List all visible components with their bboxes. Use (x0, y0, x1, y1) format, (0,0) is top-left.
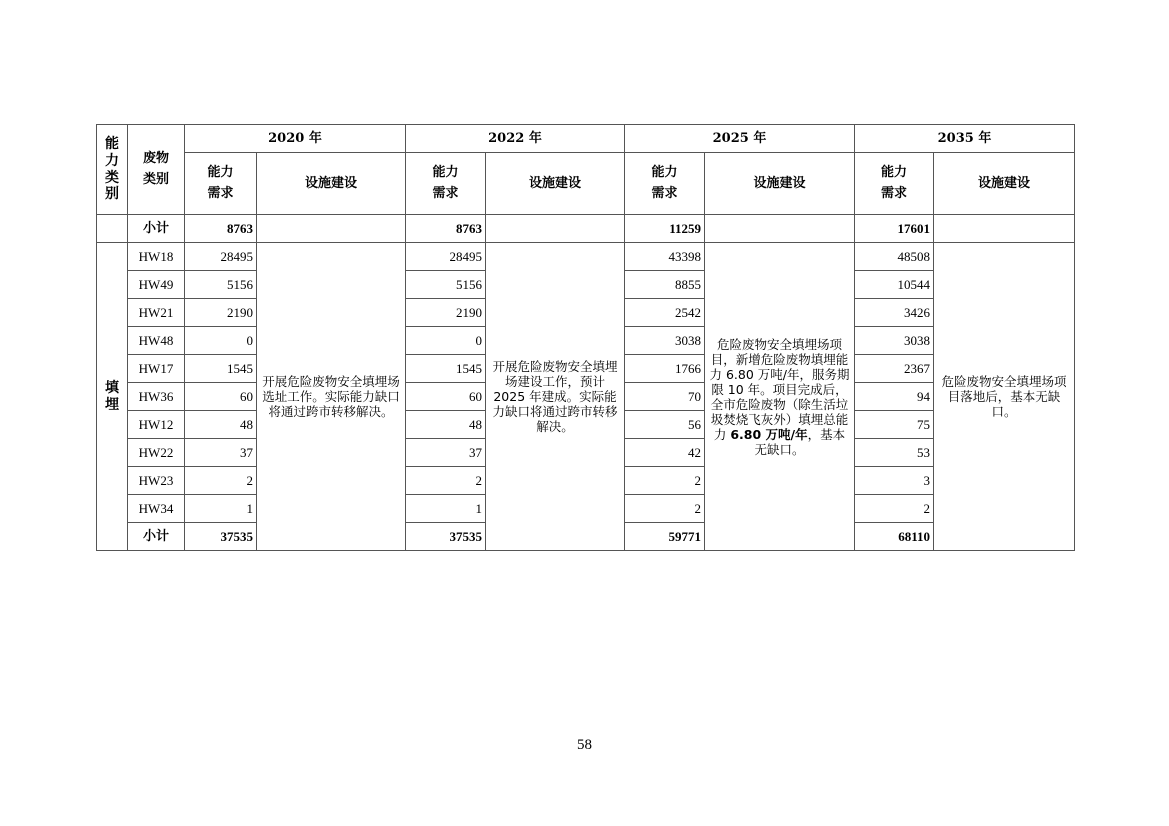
page-number: 58 (577, 737, 592, 753)
subtotal-value-2020: 37535 (185, 523, 257, 551)
value-2020: 37 (185, 439, 257, 467)
year-header-row (97, 125, 1075, 153)
value-2020: 1 (185, 495, 257, 523)
demand-header-text: 能力需求 (651, 164, 678, 201)
demand-header-text: 能力需求 (207, 164, 234, 201)
capability-type-header (97, 125, 128, 215)
note-2035 (934, 243, 1075, 551)
subtotal-value-2025: 11259 (625, 215, 705, 243)
value-2035: 3426 (855, 299, 934, 327)
value-2022: 1545 (406, 355, 486, 383)
note-2025-text-bold: 6.80 万吨/年 (730, 426, 808, 442)
value-2025: 42 (625, 439, 705, 467)
note-2020 (257, 243, 406, 551)
waste-code: HW22 (128, 439, 185, 467)
subtotal-row-top (97, 215, 1075, 243)
sub-header-row (97, 153, 1075, 215)
value-2035: 10544 (855, 271, 934, 299)
value-2025: 8855 (625, 271, 705, 299)
year-2022-header: 2022 年 (406, 125, 625, 153)
waste-code: HW23 (128, 467, 185, 495)
waste-code: HW49 (128, 271, 185, 299)
value-2035: 2367 (855, 355, 934, 383)
demand-header-2022 (406, 153, 486, 215)
value-2022: 2 (406, 467, 486, 495)
value-2020: 5156 (185, 271, 257, 299)
value-2022: 1 (406, 495, 486, 523)
empty-cell (705, 215, 855, 243)
subtotal-value-2020: 8763 (185, 215, 257, 243)
value-2035: 2 (855, 495, 934, 523)
value-2020: 1545 (185, 355, 257, 383)
value-2035: 3 (855, 467, 934, 495)
waste-code: HW48 (128, 327, 185, 355)
year-2035-header: 2035 年 (855, 125, 1075, 153)
note-2035-text: 危险废物安全填埋场项目落地后，基本无缺口。 (941, 374, 1067, 419)
value-2025: 2542 (625, 299, 705, 327)
waste-code: HW12 (128, 411, 185, 439)
subtotal-label: 小计 (128, 523, 185, 551)
subtotal-value-2022: 8763 (406, 215, 486, 243)
waste-code: HW18 (128, 243, 185, 271)
subtotal-value-2035: 17601 (855, 215, 934, 243)
subtotal-label: 小计 (128, 215, 185, 243)
subtotal-value-2035: 68110 (855, 523, 934, 551)
value-2022: 2190 (406, 299, 486, 327)
note-2025-text-b: ，基本无缺口。 (754, 426, 846, 457)
value-2035: 48508 (855, 243, 934, 271)
value-2025: 2 (625, 467, 705, 495)
waste-code: HW34 (128, 495, 185, 523)
value-2020: 2190 (185, 299, 257, 327)
value-2025: 43398 (625, 243, 705, 271)
value-2025: 70 (625, 383, 705, 411)
value-2022: 37 (406, 439, 486, 467)
section-label-text: 填埋 (105, 379, 119, 413)
waste-category-header (128, 125, 185, 215)
demand-header-text: 能力需求 (880, 164, 907, 201)
waste-category-text: 废物类别 (142, 150, 169, 187)
demand-header-2020 (185, 153, 257, 215)
table-row (97, 243, 1075, 271)
year-2020-header: 2020 年 (185, 125, 406, 153)
value-2025: 3038 (625, 327, 705, 355)
value-2025: 1766 (625, 355, 705, 383)
value-2035: 53 (855, 439, 934, 467)
waste-code: HW17 (128, 355, 185, 383)
facility-header-2020: 设施建设 (257, 153, 406, 215)
demand-header-2035 (855, 153, 934, 215)
waste-code: HW36 (128, 383, 185, 411)
note-2025 (705, 243, 855, 551)
section-label-landfill (97, 243, 128, 551)
value-2020: 60 (185, 383, 257, 411)
value-2022: 5156 (406, 271, 486, 299)
value-2025: 56 (625, 411, 705, 439)
empty-cell (97, 215, 128, 243)
value-2035: 75 (855, 411, 934, 439)
subtotal-value-2025: 59771 (625, 523, 705, 551)
note-2025-text-a: 危险废物安全填埋场项目，新增危险废物填埋能力 6.80 万吨/年，服务期限 10 年。项目完成后，全市危险废物（除生活垃圾焚烧飞灰外）填埋总能力 (709, 336, 850, 442)
facility-header-2025: 设施建设 (705, 153, 855, 215)
value-2035: 94 (855, 383, 934, 411)
value-2020: 2 (185, 467, 257, 495)
value-2022: 0 (406, 327, 486, 355)
value-2035: 3038 (855, 327, 934, 355)
subtotal-value-2022: 37535 (406, 523, 486, 551)
empty-cell (257, 215, 406, 243)
note-2020-text: 开展危险废物安全填埋场选址工作。实际能力缺口将通过跨市转移解决。 (262, 374, 400, 419)
note-2022-text: 开展危险废物安全填埋场建设工作，预计 2025 年建成。实际能力缺口将通过跨市转移解决。 (492, 359, 618, 434)
value-2022: 48 (406, 411, 486, 439)
year-2025-header: 2025 年 (625, 125, 855, 153)
capacity-table (96, 124, 1075, 551)
demand-header-text: 能力需求 (432, 164, 459, 201)
value-2022: 28495 (406, 243, 486, 271)
value-2025: 2 (625, 495, 705, 523)
empty-cell (934, 215, 1075, 243)
demand-header-2025 (625, 153, 705, 215)
value-2020: 48 (185, 411, 257, 439)
facility-header-2035: 设施建设 (934, 153, 1075, 215)
capability-type-text: 能力类别 (105, 135, 119, 203)
facility-header-2022: 设施建设 (486, 153, 625, 215)
empty-cell (486, 215, 625, 243)
note-2022 (486, 243, 625, 551)
value-2020: 28495 (185, 243, 257, 271)
value-2020: 0 (185, 327, 257, 355)
value-2022: 60 (406, 383, 486, 411)
waste-code: HW21 (128, 299, 185, 327)
